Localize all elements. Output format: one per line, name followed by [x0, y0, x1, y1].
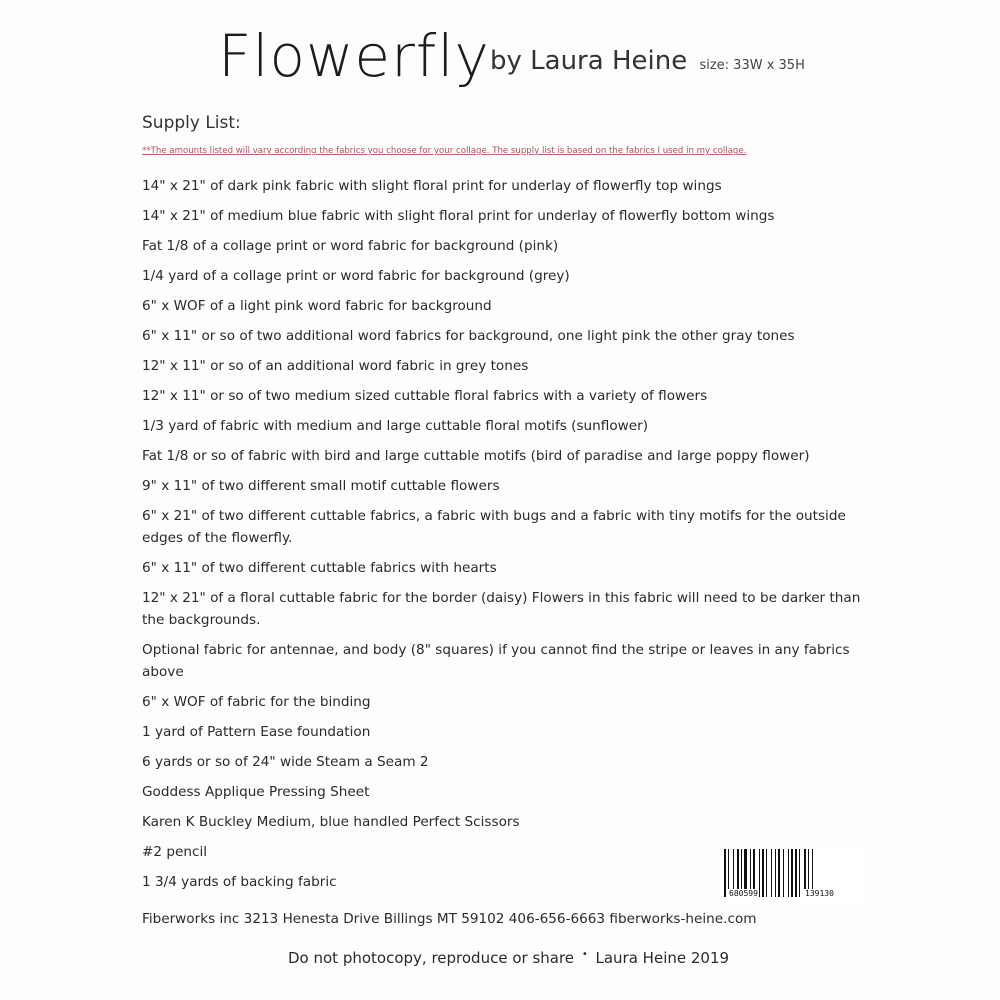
- supply-item: 12" x 11" or so of two medium sized cuttable floral fabrics with a variety of flowers: [142, 388, 708, 404]
- supply-item: Fat 1/8 or so of fabric with bird and large cuttable motifs (bird of paradise and large poppy flower): [142, 448, 810, 464]
- supply-item: 12" x 21" of a floral cuttable fabric for the border (daisy) Flowers in this fabric will need to be darker than the backgrounds.: [142, 590, 861, 628]
- barcode-bar: [724, 849, 726, 897]
- supply-item: 1/3 yard of fabric with medium and large cuttable floral motifs (sunflower): [142, 418, 649, 434]
- pattern-title: Flowerfly: [218, 22, 490, 90]
- supply-item: 12" x 11" or so of an additional word fabric in grey tones: [142, 358, 529, 374]
- supply-item: 1/4 yard of a collage print or word fabric for background (grey): [142, 268, 570, 284]
- supply-item: 14" x 21" of dark pink fabric with slight floral print for underlay of flowerfly top wings: [142, 178, 722, 194]
- supply-item: 1 3/4 yards of backing fabric: [142, 874, 337, 890]
- barcode-left-digits: 680599: [729, 889, 758, 898]
- supply-list: [142, 175, 862, 901]
- supply-item: 1 yard of Pattern Ease foundation: [142, 724, 371, 740]
- barcode: [722, 847, 862, 905]
- barcode-bar: [795, 849, 797, 897]
- barcode-bar: [762, 849, 764, 897]
- supply-item: Fat 1/8 of a collage print or word fabric for background (pink): [142, 238, 559, 254]
- author-byline: by Laura Heine: [490, 46, 688, 76]
- copyright-mark: •: [581, 949, 588, 960]
- barcode-bar: [799, 849, 800, 897]
- barcode-bar: [759, 849, 760, 897]
- supply-list-heading: Supply List:: [142, 113, 241, 133]
- supply-item: Goddess Applique Pressing Sheet: [142, 784, 370, 800]
- barcode-bar: [766, 849, 767, 897]
- supply-item: Optional fabric for antennae, and body (8" squares) if you cannot find the stripe or leaves in any fabrics above: [142, 642, 850, 680]
- barcode-bar: [783, 849, 784, 897]
- barcode-bar: [788, 849, 789, 897]
- supply-item: 6" x 11" of two different cuttable fabrics with hearts: [142, 560, 497, 576]
- copyright-author: Laura Heine 2019: [595, 949, 730, 967]
- copyright-text: Do not photocopy, reproduce or share: [288, 949, 575, 967]
- size-label: size: 33W x 35H: [699, 58, 805, 73]
- supply-item: 14" x 21" of medium blue fabric with slight floral print for underlay of flowerfly bottom wings: [142, 208, 775, 224]
- barcode-bar: [778, 849, 780, 897]
- supply-item: Karen K Buckley Medium, blue handled Perfect Scissors: [142, 814, 520, 830]
- supply-item: 6" x WOF of fabric for the binding: [142, 694, 371, 710]
- barcode-bar: [775, 849, 776, 897]
- supply-item: 6 yards or so of 24" wide Steam a Seam 2: [142, 754, 429, 770]
- byline: [490, 46, 805, 76]
- barcode-bar: [791, 849, 793, 897]
- supply-item: 9" x 11" of two different small motif cuttable flowers: [142, 478, 500, 494]
- supply-item: 6" x 21" of two different cuttable fabrics, a fabric with bugs and a fabric with tiny motifs for the outside edges of the flowerfly.: [142, 508, 846, 546]
- publisher-address: Fiberworks inc 3213 Henesta Drive Billings MT 59102 406-656-6663 fiberworks-heine.com: [142, 911, 757, 927]
- supply-note: **The amounts listed will vary according the fabrics you choose for your collage. The supply list is based on the fabrics I used in my collage.: [142, 146, 747, 156]
- copyright-notice: [288, 949, 729, 967]
- supply-item: #2 pencil: [142, 844, 207, 860]
- supply-item: 6" x 11" or so of two additional word fabrics for background, one light pink the other gray tones: [142, 328, 795, 344]
- barcode-right-digits: 139130: [805, 889, 834, 898]
- barcode-bar: [771, 849, 772, 897]
- supply-item: 6" x WOF of a light pink word fabric for background: [142, 298, 492, 314]
